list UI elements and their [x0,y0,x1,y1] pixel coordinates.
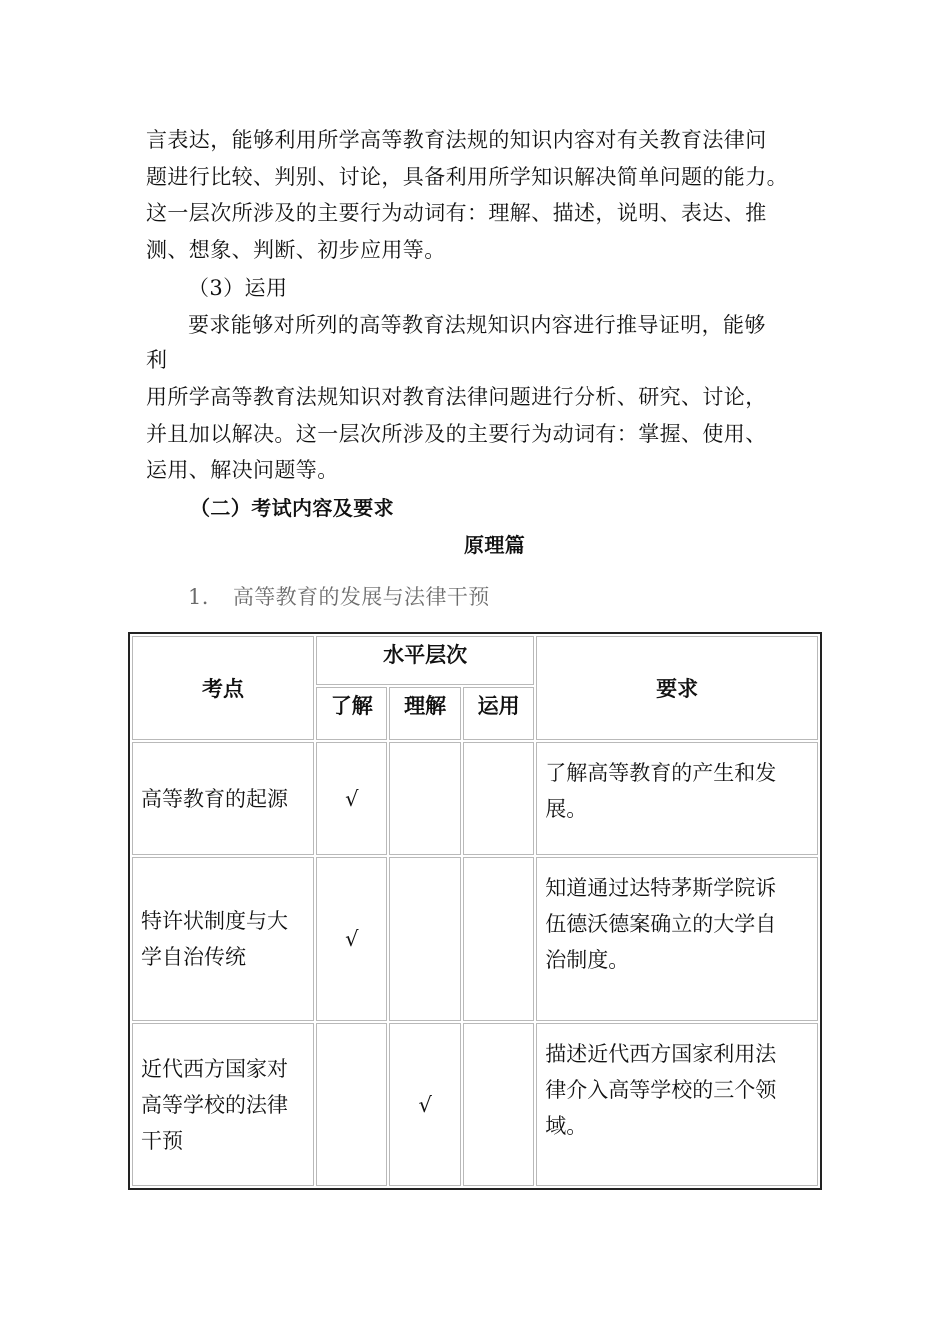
paragraph-line: 并且加以解决。这一层次所涉及的主要行为动词有：掌握、使用、 [146,422,767,446]
header-level: 水平层次 [316,636,534,685]
paragraph-line: 要求能够对所列的高等教育法规知识内容进行推导证明，能够 [188,313,766,337]
requirement-line: 域。 [545,1114,588,1138]
level-mark [463,857,534,1021]
paragraph-line: 测、想象、判断、初步应用等。 [146,238,446,262]
topic-line: 干预 [141,1128,183,1153]
topic-line: 高等教育的起源 [141,786,288,811]
header-topic: 考点 [132,636,314,740]
section-heading: （二）考试内容及要求 [190,496,394,520]
requirement-line: 描述近代西方国家利用法 [545,1042,777,1066]
table-row [132,1023,818,1186]
requirement-line: 律介入高等学校的三个领 [545,1078,777,1102]
header-requirement: 要求 [536,636,818,740]
topic-line: 近代西方国家对 [141,1056,288,1081]
paragraph-line: 题进行比较、判别、讨论，具备利用所学知识解决简单问题的能力。 [146,165,788,189]
level-mark [316,1023,387,1186]
topic-line: 高等学校的法律 [141,1092,288,1117]
level-mark [389,857,460,1021]
header-level-understand: 了解 [316,687,387,740]
level-mark: √ [389,1023,460,1186]
chapter-heading [188,581,490,611]
table-row [132,857,818,1021]
chapter-number: 1. [188,585,209,609]
topic-cell [132,857,314,1021]
chapter-title: 高等教育的发展与法律干预 [232,585,490,609]
topic-line: 学自治传统 [141,945,246,969]
level-mark: √ [316,742,387,855]
table-row [132,742,818,855]
requirement-cell [536,857,818,1021]
requirement-line: 伍德沃德案确立的大学自 [545,912,777,936]
requirements-table [128,632,822,1190]
level-mark [463,742,534,855]
topic-cell [132,742,314,855]
requirement-cell [536,742,818,855]
topic-cell [132,1023,314,1186]
header-level-apply: 运用 [463,687,534,740]
paragraph-line: 利 [146,348,168,372]
paragraph-line: 这一层次所涉及的主要行为动词有：理解、描述，说明、表达、推 [146,201,767,225]
requirement-cell [536,1023,818,1186]
paragraph-line: 用所学高等教育法规知识对教育法律问题进行分析、研究、讨论， [146,385,767,409]
header-level-comprehend: 理解 [389,687,460,740]
requirement-line: 知道通过达特茅斯学院诉 [545,876,777,900]
requirement-line: 展。 [545,797,588,821]
requirement-line: 了解高等教育的产生和发 [545,761,777,785]
part-title: 原理篇 [464,533,526,557]
paragraph-line: 运用、解决问题等。 [146,458,339,482]
topic-line: 特许状制度与大 [141,909,288,933]
requirement-line: 治制度。 [545,948,630,972]
level-mark [463,1023,534,1186]
level-mark: √ [316,857,387,1021]
subsection-label: （3）运用 [188,276,288,300]
level-mark [389,742,460,855]
paragraph-line: 言表达，能够利用所学高等教育法规的知识内容对有关教育法律问 [146,128,767,152]
